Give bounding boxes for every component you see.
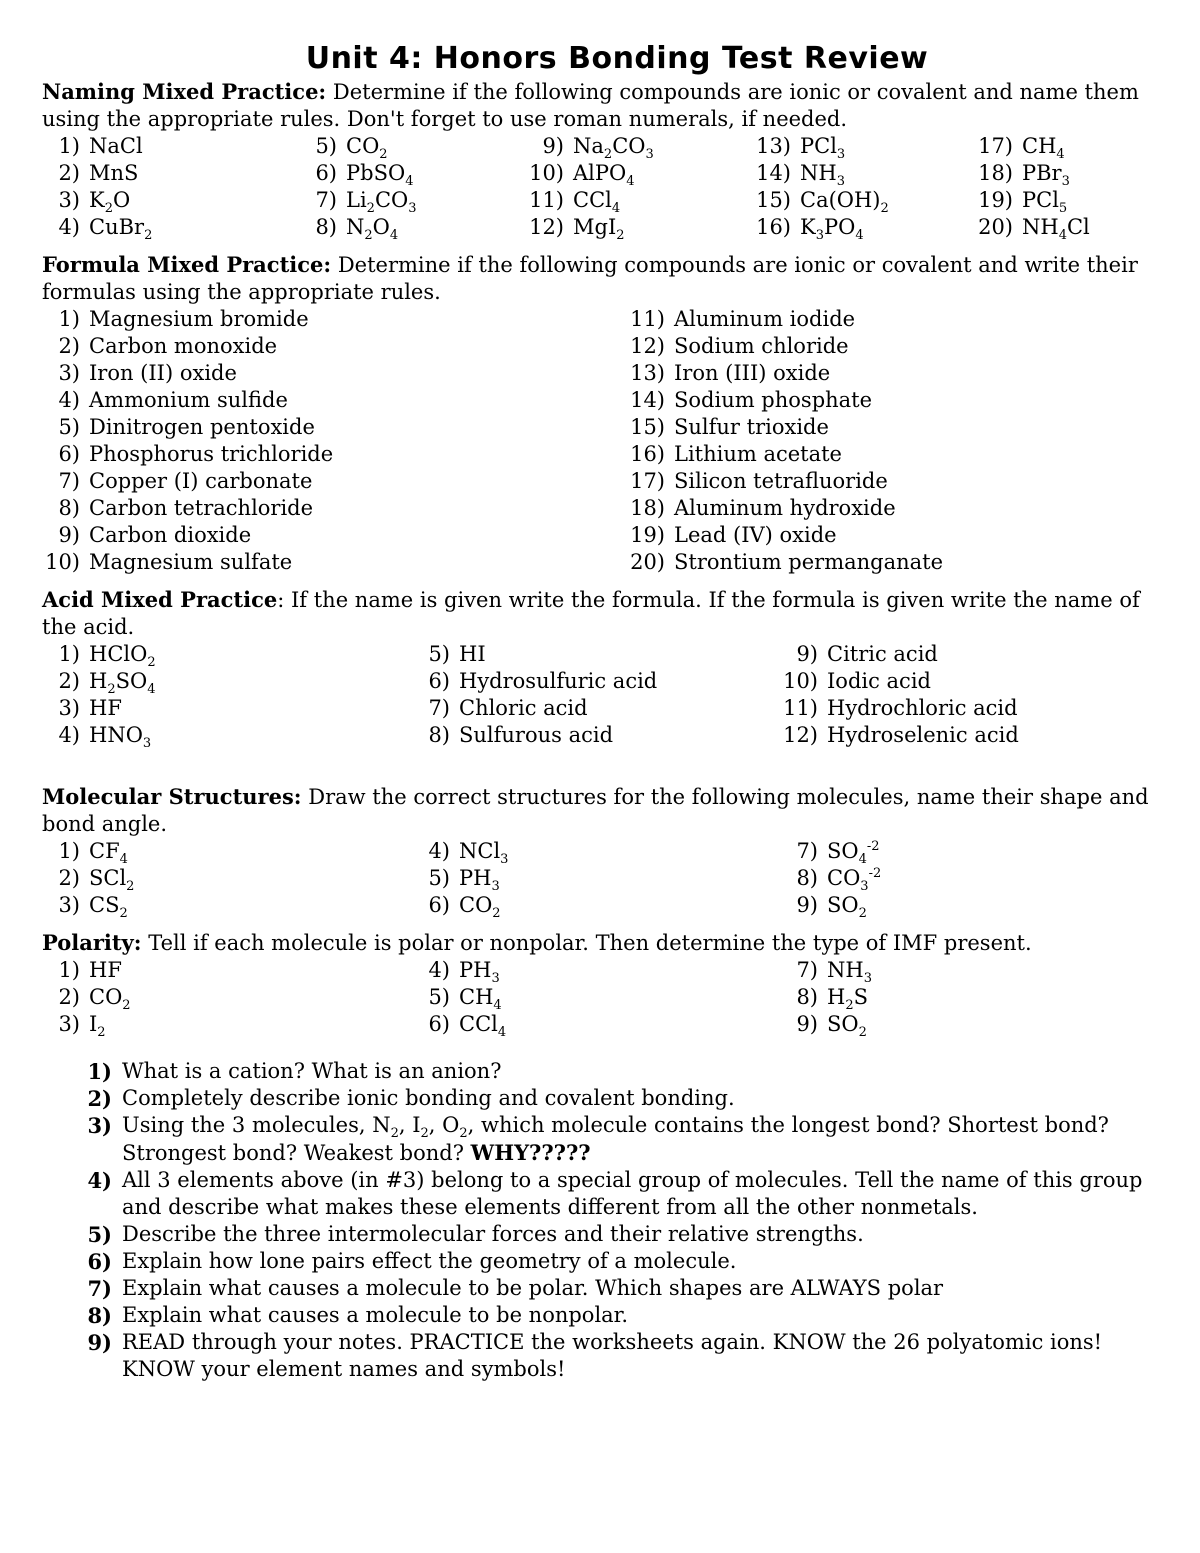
item-text: $Ca(OH)_2$ xyxy=(800,188,889,217)
item-text: Phosphorus trichloride xyxy=(89,442,334,466)
item-text: $CO_2$ xyxy=(459,893,501,922)
item-number: 12) xyxy=(529,215,564,239)
item-number: 9) xyxy=(796,1012,818,1036)
item-number: 5) xyxy=(315,134,337,158)
list-item xyxy=(42,187,299,217)
list-item xyxy=(780,695,1157,722)
item-number: 11) xyxy=(783,696,818,720)
item-text: $NH_4Cl$ xyxy=(1022,215,1090,244)
item-number: 9) xyxy=(796,642,818,666)
item-text: Silicon tetrafluoride xyxy=(674,469,888,493)
item-number: 2) xyxy=(58,866,80,890)
item-number: 7) xyxy=(315,188,337,212)
item-number: 8) xyxy=(58,496,80,520)
question-item xyxy=(42,1167,1162,1221)
item-number: 4) xyxy=(58,215,80,239)
item-number: 11) xyxy=(630,307,665,331)
list-item xyxy=(780,957,1157,987)
item-number: 2) xyxy=(58,161,80,185)
item-number: 3) xyxy=(58,893,80,917)
acid-heading: Acid Mixed Practice xyxy=(42,587,278,612)
item-text: NaCl xyxy=(89,134,143,158)
item-text: Carbon monoxide xyxy=(89,334,278,358)
list-item xyxy=(412,722,780,749)
item-number: 8) xyxy=(315,215,337,239)
item-text: Chloric acid xyxy=(459,696,588,720)
list-item xyxy=(780,722,1157,749)
list-item xyxy=(42,214,299,244)
formula-items xyxy=(42,306,1162,576)
list-item xyxy=(42,641,412,671)
item-text: $SO_4^{-2}$ xyxy=(827,839,880,868)
list-item xyxy=(975,214,1165,244)
item-number: 14) xyxy=(630,388,665,412)
item-text: SCl$_2$ xyxy=(89,866,135,895)
item-number: 7) xyxy=(58,469,80,493)
item-number: 5) xyxy=(58,415,80,439)
question-text: Explain how lone pairs effect the geometry of a molecule. xyxy=(122,1249,737,1273)
polarity-section-intro xyxy=(42,929,1162,957)
list-item xyxy=(526,133,753,163)
item-text: CuBr$_2$ xyxy=(89,215,153,244)
item-number: 19) xyxy=(978,188,1013,212)
structures-instructions: Draw the correct structures for the following molecules, name their shape and bond angle. xyxy=(42,785,1149,836)
list-item xyxy=(42,306,627,333)
formula-section-intro xyxy=(42,251,1162,306)
item-number: 8) xyxy=(796,985,818,1009)
list-item xyxy=(780,641,1157,668)
list-item xyxy=(42,333,627,360)
item-number: 3) xyxy=(58,1012,80,1036)
item-number: 4) xyxy=(428,839,450,863)
item-number: 11) xyxy=(529,188,564,212)
item-text: Citric acid xyxy=(827,642,938,666)
item-number: 7) xyxy=(796,839,818,863)
list-item xyxy=(627,333,1157,360)
item-text: Strontium permanganate xyxy=(674,550,944,574)
item-number: 17) xyxy=(630,469,665,493)
item-number: 6) xyxy=(428,893,450,917)
item-number: 9) xyxy=(542,134,564,158)
list-item xyxy=(42,160,299,187)
list-item xyxy=(412,957,780,987)
list-item xyxy=(780,1011,1157,1041)
page-title: Unit 4: Honors Bonding Test Review xyxy=(305,41,929,76)
item-text: $CO_2$ xyxy=(346,134,388,163)
list-item xyxy=(42,957,412,984)
list-item xyxy=(42,360,627,387)
item-number: 2) xyxy=(58,334,80,358)
polarity-items xyxy=(42,957,1162,1041)
list-item xyxy=(627,468,1157,495)
list-item xyxy=(299,160,526,190)
item-number: 6) xyxy=(58,442,80,466)
item-number: 10) xyxy=(45,550,80,574)
list-item xyxy=(42,414,627,441)
item-number: 19) xyxy=(630,523,665,547)
item-number: 1) xyxy=(58,307,80,331)
list-item xyxy=(627,441,1157,468)
acid-instructions: : If the name is given write the formula. If the formula is given write the name of the acid. xyxy=(42,588,1140,639)
item-number: 9) xyxy=(796,893,818,917)
list-item xyxy=(526,160,753,190)
list-item xyxy=(627,387,1157,414)
list-item xyxy=(412,641,780,668)
item-text: Sodium phosphate xyxy=(674,388,873,412)
list-item xyxy=(299,187,526,217)
item-text: Lead (IV) oxide xyxy=(674,523,837,547)
naming-heading: Naming Mixed Practice: xyxy=(42,79,327,104)
list-item xyxy=(42,984,412,1014)
item-number: 8) xyxy=(428,723,450,747)
question-text: What is a cation? What is an anion? xyxy=(122,1059,502,1083)
question-item xyxy=(42,1329,1162,1383)
list-item xyxy=(412,865,780,895)
item-number: 12) xyxy=(783,723,818,747)
list-item xyxy=(975,160,1165,190)
question-number: 6) xyxy=(87,1249,112,1274)
polarity-heading: Polarity: xyxy=(42,930,142,955)
item-number: 3) xyxy=(58,188,80,212)
list-item xyxy=(526,187,753,217)
item-text: Copper (I) carbonate xyxy=(89,469,313,493)
list-item xyxy=(627,522,1157,549)
list-item xyxy=(42,549,627,576)
list-item xyxy=(412,668,780,695)
question-number: 1) xyxy=(87,1059,112,1084)
item-number: 10) xyxy=(783,669,818,693)
naming-instructions: Determine if the following compounds are ionic or covalent and name them using the appropriate rules. Don't forget to use roman numerals, if needed. xyxy=(42,80,1139,131)
list-item xyxy=(42,468,627,495)
item-number: 10) xyxy=(529,161,564,185)
list-item xyxy=(780,865,1157,895)
item-text: $CS_2$ xyxy=(89,893,128,922)
structures-section-intro xyxy=(42,783,1162,838)
item-number: 16) xyxy=(756,215,791,239)
list-item xyxy=(412,1011,780,1041)
list-item xyxy=(299,133,526,163)
formula-instructions: Determine if the following compounds are ionic or covalent and write their formulas using the appropriate rules. xyxy=(42,253,1138,304)
item-number: 4) xyxy=(58,723,80,747)
question-item xyxy=(42,1112,1162,1167)
list-item xyxy=(780,838,1157,868)
item-text: Carbon tetrachloride xyxy=(89,496,314,520)
list-item xyxy=(412,838,780,868)
list-item xyxy=(412,984,780,1014)
item-number: 8) xyxy=(796,866,818,890)
item-number: 15) xyxy=(756,188,791,212)
item-number: 18) xyxy=(978,161,1013,185)
item-number: 1) xyxy=(58,134,80,158)
item-number: 6) xyxy=(428,669,450,693)
item-text: $I_2$ xyxy=(89,1012,106,1041)
item-text: $H_2S$ xyxy=(827,985,868,1014)
question-text: Describe the three intermolecular forces and their relative strengths. xyxy=(122,1222,864,1246)
item-text: PCl$_3$ xyxy=(800,134,846,163)
acid-items xyxy=(42,641,1162,752)
list-item xyxy=(627,495,1157,522)
item-number: 2) xyxy=(58,985,80,1009)
question-number: 8) xyxy=(87,1303,112,1328)
item-number: 9) xyxy=(58,523,80,547)
list-item xyxy=(42,865,412,895)
item-text: $PH_3$ xyxy=(459,866,500,895)
item-text: Ammonium sulfide xyxy=(89,388,288,412)
question-text: READ through your notes. PRACTICE the worksheets again. KNOW the 26 polyatomic ions! KNOW your element names and symbols! xyxy=(122,1330,1103,1381)
item-text: Dinitrogen pentoxide xyxy=(89,415,315,439)
item-text: Hydroselenic acid xyxy=(827,723,1019,747)
list-item xyxy=(42,838,412,868)
item-text: MnS xyxy=(89,161,139,185)
question-text: Completely describe ionic bonding and covalent bonding. xyxy=(122,1086,735,1110)
review-questions xyxy=(42,1058,1162,1383)
list-item xyxy=(412,892,780,922)
item-number: 1) xyxy=(58,958,80,982)
item-text: HClO$_2$ xyxy=(89,642,156,671)
item-number: 5) xyxy=(428,642,450,666)
item-text: $K_3PO_4$ xyxy=(800,215,864,244)
item-text: PbSO$_4$ xyxy=(346,161,414,190)
item-text: $PH_3$ xyxy=(459,958,500,987)
structures-heading: Molecular Structures: xyxy=(42,784,302,809)
question-number: 3) xyxy=(87,1113,112,1138)
item-text: CCl$_4$ xyxy=(573,188,621,217)
question-item xyxy=(42,1248,1162,1275)
item-text: $HNO_3$ xyxy=(89,723,152,752)
question-item xyxy=(42,1302,1162,1329)
item-text: Aluminum iodide xyxy=(674,307,856,331)
question-number: 9) xyxy=(87,1330,112,1355)
item-text: $SO_2$ xyxy=(827,893,867,922)
question-text: Using the 3 molecules, $N_2$, $I_2$, $O_2$, which molecule contains the longest bond? Shortest bond? Strongest bond? Weakest bond? WHY????? xyxy=(122,1113,1109,1165)
list-item xyxy=(780,984,1157,1014)
list-item xyxy=(753,214,975,244)
item-text: Hydrochloric acid xyxy=(827,696,1018,720)
item-text: $NH_3$ xyxy=(800,161,845,190)
item-number: 3) xyxy=(58,361,80,385)
item-text: HI xyxy=(459,642,486,666)
list-item xyxy=(42,522,627,549)
list-item xyxy=(753,133,975,163)
item-number: 1) xyxy=(58,839,80,863)
item-text: AlPO$_4$ xyxy=(573,161,635,190)
item-number: 1) xyxy=(58,642,80,666)
item-text: Sulfur trioxide xyxy=(674,415,829,439)
list-item xyxy=(42,668,412,698)
list-item xyxy=(627,360,1157,387)
formula-heading: Formula Mixed Practice: xyxy=(42,252,332,277)
item-text: PBr$_3$ xyxy=(1022,161,1070,190)
worksheet-page xyxy=(42,40,1162,1383)
question-item xyxy=(42,1221,1162,1248)
item-text: HF xyxy=(89,696,122,720)
list-item xyxy=(42,441,627,468)
item-text: NCl$_3$ xyxy=(459,839,509,868)
item-number: 13) xyxy=(630,361,665,385)
list-item xyxy=(780,892,1157,922)
list-item xyxy=(627,414,1157,441)
list-item xyxy=(753,160,975,190)
item-text: Iodic acid xyxy=(827,669,931,693)
structures-items xyxy=(42,838,1162,922)
list-item xyxy=(975,133,1165,163)
item-number: 15) xyxy=(630,415,665,439)
item-number: 12) xyxy=(630,334,665,358)
question-number: 5) xyxy=(87,1222,112,1247)
list-item xyxy=(42,722,412,752)
item-number: 14) xyxy=(756,161,791,185)
item-text: $SO_2$ xyxy=(827,1012,867,1041)
item-number: 7) xyxy=(428,696,450,720)
list-item xyxy=(412,695,780,722)
item-number: 5) xyxy=(428,985,450,1009)
item-text: $Li_2CO_3$ xyxy=(346,188,417,217)
item-text: $CF_4$ xyxy=(89,839,128,868)
item-text: Magnesium bromide xyxy=(89,307,309,331)
question-number: 7) xyxy=(87,1276,112,1301)
list-item xyxy=(753,187,975,217)
item-text: Iron (II) oxide xyxy=(89,361,237,385)
item-text: $NH_3$ xyxy=(827,958,872,987)
item-text: Carbon dioxide xyxy=(89,523,252,547)
list-item xyxy=(42,133,299,160)
item-number: 18) xyxy=(630,496,665,520)
item-text: Sulfurous acid xyxy=(459,723,614,747)
list-item xyxy=(42,387,627,414)
item-number: 17) xyxy=(978,134,1013,158)
item-number: 3) xyxy=(58,696,80,720)
list-item xyxy=(42,892,412,922)
item-text: Sodium chloride xyxy=(674,334,849,358)
item-text: Iron (III) oxide xyxy=(674,361,831,385)
item-text: CCl$_4$ xyxy=(459,1012,507,1041)
question-text: Explain what causes a molecule to be nonpolar. xyxy=(122,1303,629,1327)
item-text: $Na_2CO_3$ xyxy=(573,134,654,163)
item-text: $CH_4$ xyxy=(1022,134,1065,163)
question-text: All 3 elements above (in #3) belong to a special group of molecules. Tell the name of this group and describe what makes these elements different from all the other nonmetals. xyxy=(122,1168,1143,1219)
item-text: $K_2O$ xyxy=(89,188,131,217)
question-number: 4) xyxy=(87,1168,112,1193)
list-item xyxy=(627,549,1157,576)
list-item xyxy=(975,187,1165,217)
item-number: 2) xyxy=(58,669,80,693)
naming-section-intro xyxy=(42,78,1162,133)
list-item xyxy=(42,495,627,522)
item-text: $H_2SO_4$ xyxy=(89,669,156,698)
item-text: Magnesium sulfate xyxy=(89,550,293,574)
polarity-instructions: Tell if each molecule is polar or nonpolar. Then determine the type of IMF present. xyxy=(141,931,1032,955)
list-item xyxy=(42,695,412,722)
item-number: 13) xyxy=(756,134,791,158)
item-text: $N_2O_4$ xyxy=(346,215,399,244)
item-number: 4) xyxy=(58,388,80,412)
list-item xyxy=(299,214,526,244)
item-text: HF xyxy=(89,958,122,982)
item-number: 16) xyxy=(630,442,665,466)
list-item xyxy=(526,214,753,244)
item-text: Aluminum hydroxide xyxy=(674,496,896,520)
question-item xyxy=(42,1275,1162,1302)
question-number: 2) xyxy=(87,1086,112,1111)
question-text: Explain what causes a molecule to be polar. Which shapes are ALWAYS polar xyxy=(122,1276,944,1300)
question-item xyxy=(42,1085,1162,1112)
item-number: 5) xyxy=(428,866,450,890)
acid-section-intro xyxy=(42,586,1162,641)
item-text: Hydrosulfuric acid xyxy=(459,669,658,693)
item-number: 7) xyxy=(796,958,818,982)
item-number: 20) xyxy=(630,550,665,574)
item-number: 20) xyxy=(978,215,1013,239)
question-item xyxy=(42,1058,1162,1085)
item-text: MgI$_2$ xyxy=(573,215,625,244)
list-item xyxy=(627,306,1157,333)
item-text: PCl$_5$ xyxy=(1022,188,1068,217)
naming-items xyxy=(42,133,1162,244)
item-number: 4) xyxy=(428,958,450,982)
item-text: $CO_3^{-2}$ xyxy=(827,866,882,895)
list-item xyxy=(42,1011,412,1041)
item-text: $CO_2$ xyxy=(89,985,131,1014)
item-text: $CH_4$ xyxy=(459,985,502,1014)
item-number: 6) xyxy=(315,161,337,185)
list-item xyxy=(780,668,1157,695)
item-number: 6) xyxy=(428,1012,450,1036)
item-text: Lithium acetate xyxy=(674,442,842,466)
